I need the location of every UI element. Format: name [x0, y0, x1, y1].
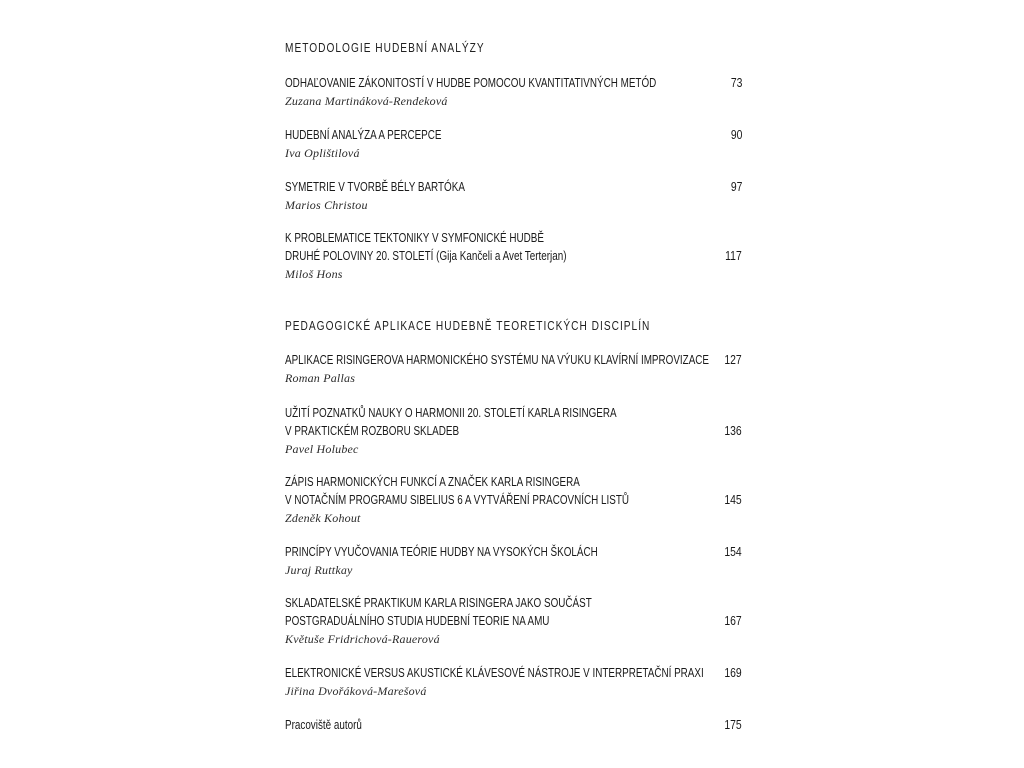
entry-author: Jiřina Dvořáková-Marešová: [285, 684, 427, 698]
entry-title: K PROBLEMATICE TEKTONIKY V SYMFONICKÉ HUDBĚ: [285, 230, 544, 245]
entry-page-number: 117: [725, 248, 742, 263]
section-heading-pedagogy: PEDAGOGICKÉ APLIKACE HUDEBNĚ TEORETICKÝCH DISCIPLÍN: [285, 318, 651, 333]
entry-page-number: 136: [724, 423, 742, 438]
entry-title: ZÁPIS HARMONICKÝCH FUNKCÍ A ZNAČEK KARLA RISINGERA: [285, 474, 580, 489]
entry-title: ODHAĽOVANIE ZÁKONITOSTÍ V HUDBE POMOCOU KVANTITATIVNÝCH METÓD: [285, 75, 657, 90]
toc-entry[interactable]: [285, 473, 745, 527]
toc-entry[interactable]: [285, 178, 745, 214]
toc-entry[interactable]: [285, 74, 745, 110]
toc-entry[interactable]: [285, 126, 745, 162]
entry-title: Pracoviště autorů: [285, 717, 362, 732]
entry-page-number: 90: [730, 127, 742, 142]
entry-page-number: 145: [724, 492, 742, 507]
entry-author: Miloš Hons: [285, 267, 343, 281]
entry-title: UŽITÍ POZNATKŮ NAUKY O HARMONII 20. STOLETÍ KARLA RISINGERA: [285, 405, 617, 420]
entry-author: Zuzana Martináková-Rendeková: [285, 94, 448, 108]
section-heading-methodology: METODOLOGIE HUDEBNÍ ANALÝZY: [285, 40, 485, 55]
entry-page-number: 154: [724, 544, 742, 559]
toc-entry[interactable]: [285, 229, 745, 283]
toc-entry[interactable]: [285, 594, 745, 648]
entry-page-number: 73: [730, 75, 742, 90]
entry-title: HUDEBNÍ ANALÝZA A PERCEPCE: [285, 127, 442, 142]
entry-author: Pavel Holubec: [285, 442, 359, 456]
entry-title: V NOTAČNÍM PROGRAMU SIBELIUS 6 A VYTVÁŘENÍ PRACOVNÍCH LISTŮ: [285, 492, 630, 507]
toc-entry[interactable]: [285, 543, 745, 579]
entry-page-number: 167: [724, 613, 742, 628]
toc-entry-author-affiliations[interactable]: [285, 716, 745, 734]
entry-page-number: 97: [730, 179, 742, 194]
toc-entry[interactable]: [285, 351, 745, 387]
entry-author: Juraj Ruttkay: [285, 563, 353, 577]
entry-title: POSTGRADUÁLNÍHO STUDIA HUDEBNÍ TEORIE NA AMU: [285, 613, 550, 628]
entry-page-number: 175: [724, 717, 742, 732]
entry-title: PRINCÍPY VYUČOVANIA TEÓRIE HUDBY NA VYSOKÝCH ŠKOLÁCH: [285, 544, 598, 559]
toc-entry[interactable]: [285, 664, 745, 700]
entry-title: SKLADATELSKÉ PRAKTIKUM KARLA RISINGERA JAKO SOUČÁST: [285, 595, 592, 610]
entry-title: ELEKTRONICKÉ VERSUS AKUSTICKÉ KLÁVESOVÉ NÁSTROJE V INTERPRETAČNÍ PRAXI: [285, 665, 704, 680]
entry-author: Zdeněk Kohout: [285, 511, 361, 525]
entry-title: V PRAKTICKÉM ROZBORU SKLADEB: [285, 423, 460, 438]
entry-title: SYMETRIE V TVORBĚ BÉLY BARTÓKA: [285, 179, 465, 194]
entry-title: APLIKACE RISINGEROVA HARMONICKÉHO SYSTÉMU NA VÝUKU KLAVÍRNÍ IMPROVIZACE: [285, 352, 710, 367]
entry-author: Marios Christou: [285, 198, 368, 212]
entry-author: Iva Oplištilová: [285, 146, 360, 160]
entry-author: Roman Pallas: [285, 371, 356, 385]
toc-entry[interactable]: [285, 404, 745, 458]
entry-page-number: 127: [724, 352, 742, 367]
entry-page-number: 169: [724, 665, 742, 680]
entry-author: Květuše Fridrichová-Rauerová: [285, 632, 440, 646]
entry-title: DRUHÉ POLOVINY 20. STOLETÍ (Gija Kančeli a Avet Terterjan): [285, 248, 567, 263]
